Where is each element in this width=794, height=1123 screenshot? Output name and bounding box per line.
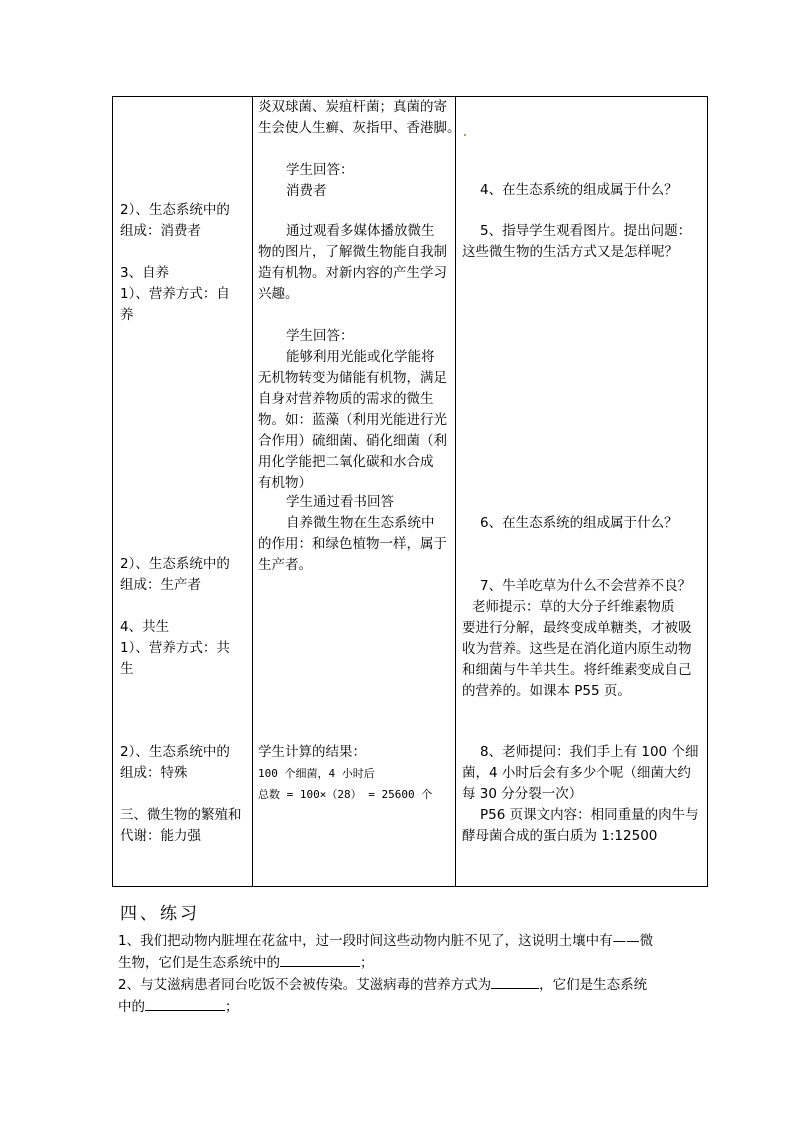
exercise-2-line-1: 2、与艾滋病患者同台吃饭不会被传染。艾滋病毒的营养方式为 ，它们是生态系统: [118, 974, 647, 996]
student-book-answer: 学生通过看书回答 自养微生物在生态系统中 的作用：和绿色植物一样，属于 生产者。: [258, 494, 447, 573]
teacher-question-8: 8、老师提问：我们手上有 100 个细 菌，4 小时后会有多少个呢（细菌大约 每 30 分分裂一次）: [462, 744, 699, 802]
outline-autotroph: 3、自养 1）、营养方式：自 养: [120, 265, 230, 323]
section-heading: 四、练习: [120, 904, 200, 924]
student-calculation: 学生计算的结果： 100 个细菌，4 小时后 总数 = 100×（28） = 25600 个: [258, 744, 433, 801]
student-answer-autotroph: 学生回答： 能够利用光能或化学能将 无机物转变为储能有机物，满足 自身对营养物质的需求的微生 物。如：蓝藻（利用光能进行光 合作用）硫细菌、硝化细菌（利 用化学能把二氧化碳和水合成 有机物）: [258, 328, 447, 491]
teacher-question-4: 4、在生态系统的组成属于什么？: [480, 182, 678, 198]
column-divider-1: [252, 97, 253, 886]
outline-consumer: 2）、生态系统中的 组成：消费者: [120, 202, 230, 239]
teacher-p56-note: P56 页课文内容：相同重量的肉牛与 酵母菌合成的蛋白质为 1:12500: [462, 807, 699, 844]
column-divider-2: [455, 97, 456, 886]
outline-symbiosis: 4、共生 1）、营养方式：共 生: [120, 619, 230, 677]
teacher-question-7: 7、牛羊吃草为什么不会营养不良？ 老师提示：草的大分子纤维素物质 要进行分解，最终变成单糖类，才被吸 收为营养。这些是在消化道内原生动物 和细菌与牛羊共生。将纤维素变成自己 的营养的。如课本 P55 页。: [462, 578, 692, 699]
exercise-2-blank-1[interactable]: [491, 974, 539, 989]
outline-special: 2）、生态系统中的 组成：特殊: [120, 744, 230, 781]
student-text-top: 炎双球菌、炭疽杆菌；真菌的寄 生会使人生癣、灰指甲、香港脚。: [258, 99, 461, 136]
student-media-text: 通过观看多媒体播放微生 物的图片，了解微生物能自我制 造有机物。对新内容的产生学习 兴趣。: [258, 223, 447, 302]
teacher-question-6: 6、在生态系统的组成属于什么？: [480, 515, 678, 531]
decorative-dot: [464, 134, 466, 136]
teacher-question-5: 5、指导学生观看图片。提出问题： 这些微生物的生活方式又是怎样呢？: [462, 223, 692, 260]
exercise-2-line-2: 中的 ；: [118, 996, 239, 1018]
outline-reproduction: 三、微生物的繁殖和 代谢：能力强: [120, 807, 242, 844]
outline-producer: 2）、生态系统中的 组成：生产者: [120, 556, 230, 593]
exercise-1-line-1: 1、我们把动物内脏埋在花盆中，过一段时间这些动物内脏不见了，这说明土壤中有——微: [118, 933, 654, 949]
exercise-2-blank-2[interactable]: [145, 996, 225, 1011]
exercise-1-blank[interactable]: [280, 952, 360, 967]
exercise-1-line-2: 生物，它们是生态系统中的 ；: [118, 952, 374, 974]
student-answer-consumer: 学生回答： 消费者: [286, 162, 354, 199]
